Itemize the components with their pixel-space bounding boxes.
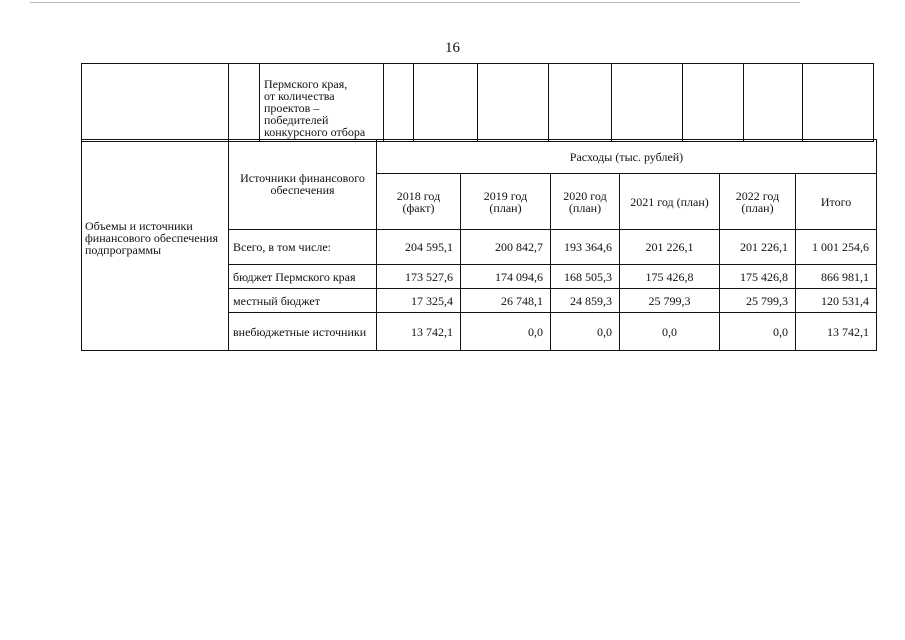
column-header-total: Итого bbox=[796, 174, 877, 230]
empty-cell bbox=[683, 64, 744, 142]
indicator-line: Пермского края, bbox=[264, 77, 348, 91]
column-header-2020: 2020 год (план) bbox=[551, 174, 620, 230]
value-cell: 13 742,1 bbox=[377, 313, 461, 351]
continuation-table bbox=[81, 63, 874, 142]
value-cell: 1 001 254,6 bbox=[796, 230, 877, 265]
indicator-line: проектов – bbox=[264, 101, 320, 115]
indicator-text bbox=[260, 64, 384, 142]
row-label: местный бюджет bbox=[229, 289, 377, 313]
value-cell: 26 748,1 bbox=[461, 289, 551, 313]
column-header-2019: 2019 год (план) bbox=[461, 174, 551, 230]
value-cell: 201 226,1 bbox=[620, 230, 720, 265]
value-cell: 0,0 bbox=[720, 313, 796, 351]
indicator-line: конкурсного отбора bbox=[264, 125, 366, 139]
value-cell: 866 981,1 bbox=[796, 265, 877, 289]
value-cell: 175 426,8 bbox=[720, 265, 796, 289]
indicator-line: от количества bbox=[264, 89, 335, 103]
value-cell: 173 527,6 bbox=[377, 265, 461, 289]
scan-edge-line bbox=[30, 2, 800, 3]
column-header-2022: 2022 год (план) bbox=[720, 174, 796, 230]
sources-header: Источники финансового обеспечения bbox=[229, 140, 377, 230]
value-cell: 25 799,3 bbox=[620, 289, 720, 313]
page-number: 16 bbox=[445, 40, 460, 56]
value-cell: 201 226,1 bbox=[720, 230, 796, 265]
row-label: Всего, в том числе: bbox=[229, 230, 377, 265]
value-cell: 193 364,6 bbox=[551, 230, 620, 265]
indicator-line: победителей bbox=[264, 113, 329, 127]
value-cell: 175 426,8 bbox=[620, 265, 720, 289]
section-label: Объемы и источники финансового обеспечения подпрограммы bbox=[82, 140, 229, 351]
row-label: внебюджетные источники bbox=[229, 313, 377, 351]
value-cell: 204 595,1 bbox=[377, 230, 461, 265]
value-cell: 168 505,3 bbox=[551, 265, 620, 289]
column-header-2018: 2018 год (факт) bbox=[377, 174, 461, 230]
value-cell: 200 842,7 bbox=[461, 230, 551, 265]
empty-cell bbox=[414, 64, 478, 142]
value-cell: 120 531,4 bbox=[796, 289, 877, 313]
empty-cell bbox=[803, 64, 874, 142]
value-cell: 24 859,3 bbox=[551, 289, 620, 313]
row-label: бюджет Пермского края bbox=[229, 265, 377, 289]
empty-cell bbox=[82, 64, 229, 142]
empty-cell bbox=[384, 64, 414, 142]
empty-cell bbox=[229, 64, 260, 142]
empty-cell bbox=[478, 64, 549, 142]
value-cell: 0,0 bbox=[551, 313, 620, 351]
financing-table bbox=[81, 139, 877, 351]
value-cell: 174 094,6 bbox=[461, 265, 551, 289]
value-cell: 25 799,3 bbox=[720, 289, 796, 313]
column-header-2021: 2021 год (план) bbox=[620, 174, 720, 230]
value-cell: 17 325,4 bbox=[377, 289, 461, 313]
value-cell: 13 742,1 bbox=[796, 313, 877, 351]
value-cell: 0,0 bbox=[461, 313, 551, 351]
empty-cell bbox=[549, 64, 612, 142]
value-cell: 0,0 bbox=[620, 313, 720, 351]
empty-cell bbox=[744, 64, 803, 142]
expenses-header: Расходы (тыс. рублей) bbox=[377, 140, 877, 174]
empty-cell bbox=[612, 64, 683, 142]
